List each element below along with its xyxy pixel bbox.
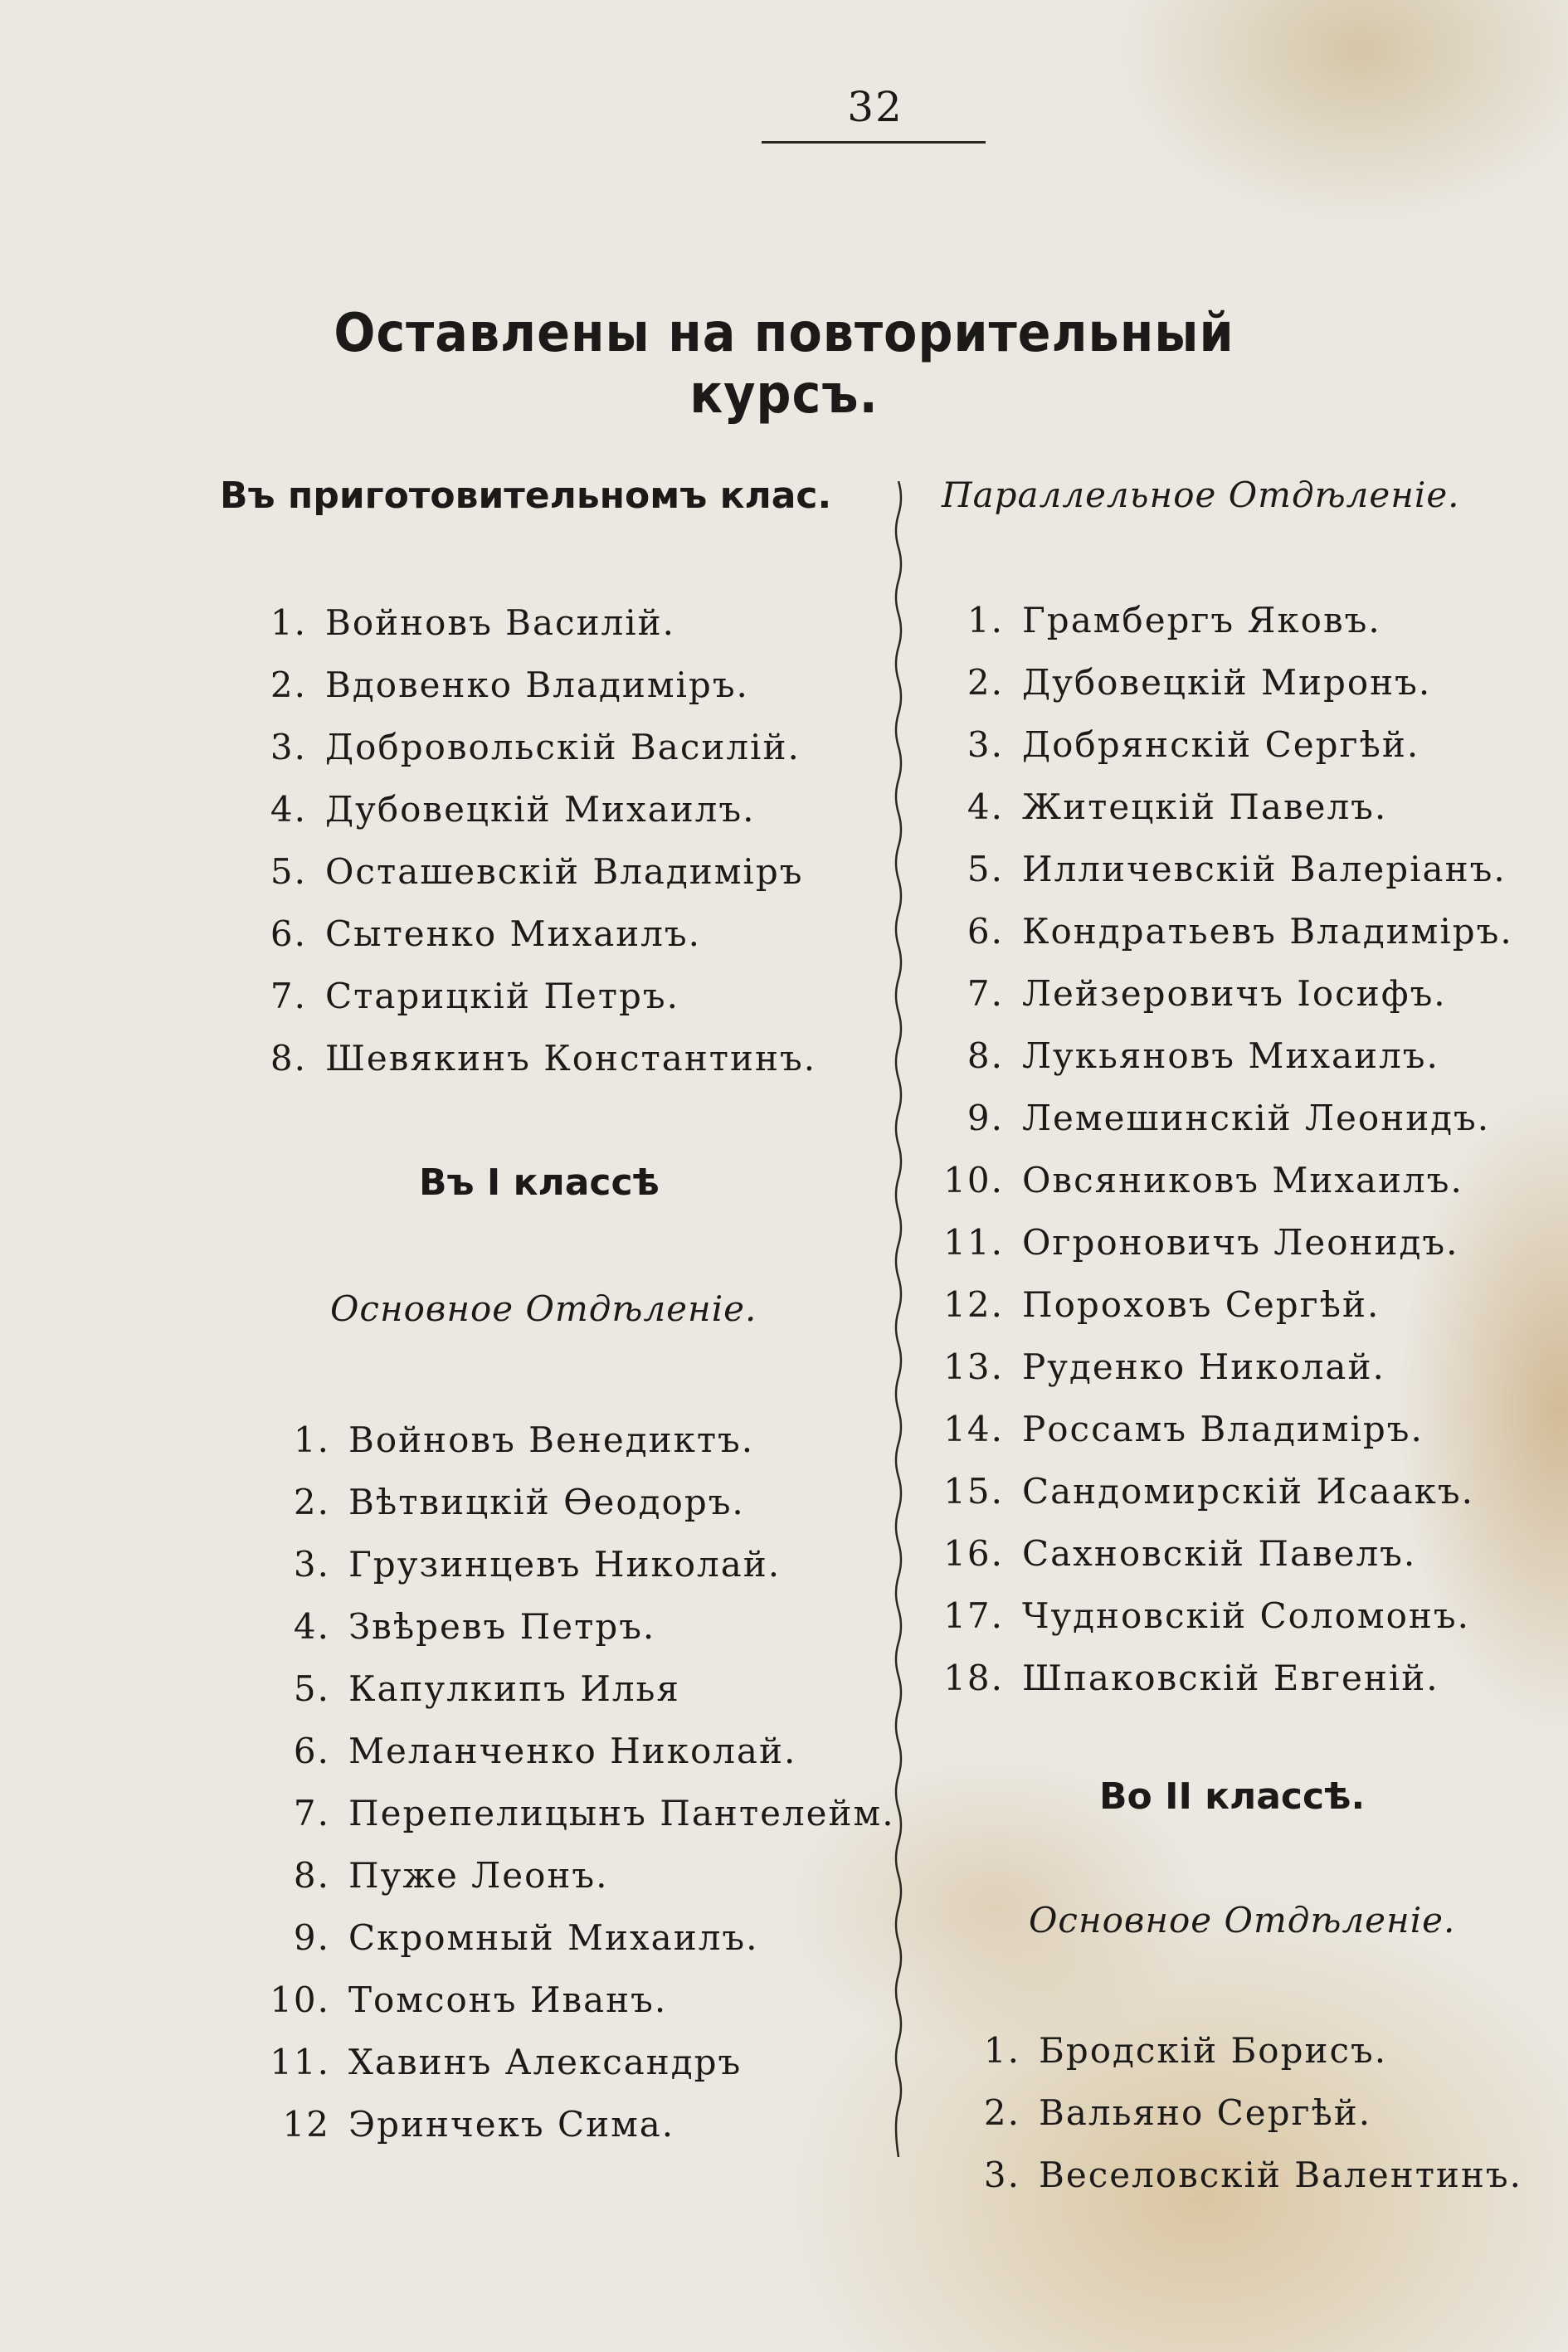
student-name: Вѣтвицкiй Ѳеодоръ. — [348, 1482, 745, 1522]
item-number: 3. — [293, 1544, 330, 1585]
list-item — [241, 903, 816, 965]
student-name: Бродскiй Борисъ. — [1039, 2030, 1388, 2071]
list-item — [249, 1906, 895, 1969]
list-item — [954, 2019, 1522, 2082]
item-number: 1. — [967, 600, 1004, 640]
list-item — [249, 1533, 895, 1595]
class-2-list — [954, 2019, 1522, 2206]
list-item — [921, 1273, 1513, 1336]
item-number: 2. — [967, 662, 1004, 703]
item-number: 16. — [943, 1533, 1004, 1574]
list-item — [249, 2093, 895, 2155]
student-name: Лукьяновъ Михаилъ. — [1022, 1035, 1439, 1076]
student-name: Шевякинъ Константинъ. — [325, 1038, 817, 1079]
student-name: Осташевскiй Владимiръ — [325, 851, 804, 892]
student-name: Грузинцевъ Николай. — [348, 1544, 782, 1585]
student-name: Хавинъ Александръ — [348, 2042, 743, 2082]
student-name: Добровольскiй Василiй. — [325, 727, 801, 767]
item-number: 2. — [983, 2092, 1020, 2133]
list-item — [249, 1658, 895, 1720]
student-name: Кондратьевъ Владимiръ. — [1022, 911, 1513, 952]
student-name: Шпаковскiй Евгенiй. — [1022, 1658, 1439, 1698]
item-number: 5. — [270, 851, 307, 892]
student-name: Сытенко Михаилъ. — [325, 913, 702, 954]
student-name: Илличевскiй Валерiанъ. — [1022, 849, 1507, 889]
student-name: Лейзеровичъ Iосифъ. — [1022, 973, 1447, 1014]
list-item — [241, 965, 816, 1027]
item-number: 12. — [943, 1284, 1004, 1325]
class-1-subheading: Основное Отдѣленiе. — [330, 1288, 757, 1329]
student-name: Капулкипъ Илья — [348, 1668, 680, 1709]
item-number: 17. — [943, 1595, 1004, 1636]
item-number: 2. — [270, 665, 307, 705]
item-number: 3. — [983, 2155, 1020, 2195]
list-item — [241, 1027, 816, 1089]
list-item — [249, 1844, 895, 1906]
student-name: Грамбергъ Яковъ. — [1022, 600, 1381, 640]
list-item — [921, 838, 1513, 900]
student-name: Пуже Леонъ. — [348, 1855, 609, 1896]
item-number: 9. — [293, 1917, 330, 1958]
list-item — [241, 592, 816, 654]
page-number: 32 — [847, 83, 903, 131]
list-item — [921, 962, 1513, 1025]
list-item — [249, 1782, 895, 1844]
student-name: Вдовенко Владимiръ. — [325, 665, 749, 705]
list-item — [249, 1969, 895, 2031]
list-item — [921, 1585, 1513, 1647]
item-number: 1. — [293, 1419, 330, 1460]
item-number: 8. — [270, 1038, 307, 1079]
item-number: 11. — [943, 1222, 1004, 1263]
student-name: Вальяно Сергѣй. — [1039, 2092, 1372, 2133]
list-item — [249, 1595, 895, 1658]
student-name: Чудновскiй Соломонъ. — [1022, 1595, 1470, 1636]
class-1-list — [249, 1409, 895, 2155]
student-name: Овсяниковъ Михаилъ. — [1022, 1160, 1463, 1200]
student-name: Томсонъ Иванъ. — [348, 1979, 668, 2020]
student-name: Сахновскiй Павелъ. — [1022, 1533, 1417, 1574]
item-number: 6. — [293, 1731, 330, 1771]
item-number: 8. — [967, 1035, 1004, 1076]
item-number: 5. — [967, 849, 1004, 889]
student-name: Дубовецкiй Михаилъ. — [325, 789, 756, 830]
student-name: Огроновичъ Леонидъ. — [1022, 1222, 1459, 1263]
student-name: Добрянскiй Сергѣй. — [1022, 724, 1420, 765]
item-number: 10. — [943, 1160, 1004, 1200]
page-number-rule — [762, 141, 986, 144]
list-item — [249, 1471, 895, 1533]
list-item — [249, 1409, 895, 1471]
student-name: Руденко Николай. — [1022, 1346, 1385, 1387]
list-item — [921, 589, 1513, 651]
item-number: 14. — [943, 1409, 1004, 1449]
item-number: 9. — [967, 1098, 1004, 1138]
class-1-heading: Въ I классѣ — [419, 1161, 660, 1204]
list-item — [921, 1025, 1513, 1087]
item-number: 7. — [293, 1793, 330, 1833]
parallel-subheading: Параллельное Отдѣленiе. — [942, 475, 1460, 515]
student-name: Скромный Михаилъ. — [348, 1917, 759, 1958]
prep-class-list — [241, 592, 816, 1089]
item-number: 2. — [293, 1482, 330, 1522]
list-item — [921, 713, 1513, 776]
student-name: Старицкiй Петръ. — [325, 976, 680, 1016]
item-number: 15. — [943, 1471, 1004, 1512]
list-item — [921, 776, 1513, 838]
item-number: 18. — [943, 1658, 1004, 1698]
item-number: 11. — [270, 2042, 330, 2082]
student-name: Дубовецкiй Миронъ. — [1022, 662, 1432, 703]
item-number: 8. — [293, 1855, 330, 1896]
class-2-subheading: Основное Отдѣленiе. — [1029, 1900, 1456, 1941]
list-item — [921, 1460, 1513, 1522]
list-item — [921, 1647, 1513, 1709]
list-item — [921, 1211, 1513, 1273]
parallel-list — [921, 589, 1513, 1709]
list-item — [954, 2082, 1522, 2144]
list-item — [241, 778, 816, 840]
item-number: 13. — [943, 1346, 1004, 1387]
class-2-heading: Во II классѣ. — [1099, 1775, 1366, 1818]
page-title: Оставлены на повторительный курсъ. — [334, 303, 1234, 426]
prep-class-heading: Въ приготовительномъ клас. — [220, 475, 832, 517]
item-number: 4. — [293, 1606, 330, 1647]
item-number: 12 — [282, 2104, 330, 2145]
list-item — [921, 1522, 1513, 1585]
list-item — [921, 1149, 1513, 1211]
item-number: 6. — [270, 913, 307, 954]
student-name: Войновъ Венедиктъ. — [348, 1419, 755, 1460]
item-number: 5. — [293, 1668, 330, 1709]
student-name: Веселовскiй Валентинъ. — [1039, 2155, 1522, 2195]
list-item — [249, 1720, 895, 1782]
student-name: Перепелицынъ Пантелейм. — [348, 1793, 895, 1833]
item-number: 4. — [270, 789, 307, 830]
item-number: 6. — [967, 911, 1004, 952]
item-number: 4. — [967, 786, 1004, 827]
student-name: Меланченко Николай. — [348, 1731, 797, 1771]
list-item — [241, 654, 816, 716]
list-item — [241, 716, 816, 778]
student-name: Пороховъ Сергѣй. — [1022, 1284, 1381, 1325]
student-name: Звѣревъ Петръ. — [348, 1606, 656, 1647]
item-number: 3. — [967, 724, 1004, 765]
list-item — [921, 651, 1513, 713]
list-item — [249, 2031, 895, 2093]
list-item — [954, 2144, 1522, 2206]
student-name: Россамъ Владимiръ. — [1022, 1409, 1424, 1449]
item-number: 1. — [270, 602, 307, 643]
student-name: Эринчекъ Сима. — [348, 2104, 675, 2145]
list-item — [921, 900, 1513, 962]
student-name: Лемешинскiй Леонидъ. — [1022, 1098, 1491, 1138]
wavy-divider-line — [896, 481, 901, 2157]
list-item — [241, 840, 816, 903]
list-item — [921, 1087, 1513, 1149]
item-number: 10. — [270, 1979, 330, 2020]
list-item — [921, 1336, 1513, 1398]
item-number: 1. — [983, 2030, 1020, 2071]
student-name: Войновъ Василiй. — [325, 602, 676, 643]
list-item — [921, 1398, 1513, 1460]
student-name: Сандомирскiй Исаакъ. — [1022, 1471, 1474, 1512]
item-number: 7. — [967, 973, 1004, 1014]
item-number: 3. — [270, 727, 307, 767]
student-name: Житецкiй Павелъ. — [1022, 786, 1388, 827]
item-number: 7. — [270, 976, 307, 1016]
